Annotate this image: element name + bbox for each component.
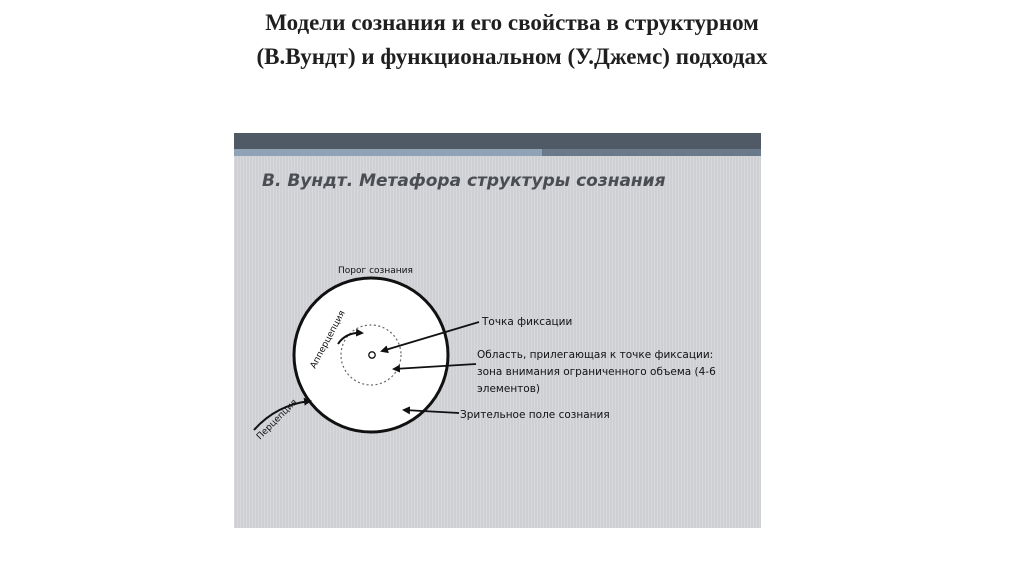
wundt-consciousness-diagram — [234, 133, 761, 528]
page-title — [0, 6, 1024, 74]
attention-zone-label-line-1: Область, прилегающая к точке фиксации: — [477, 349, 714, 361]
visual-field-label: Зрительное поле сознания — [460, 409, 610, 421]
perception-label: Перцепция — [255, 397, 300, 443]
slide-title: В. Вундт. Метафора структуры сознания — [262, 171, 666, 191]
fixation-point-label: Точка фиксации — [482, 316, 573, 328]
slide-image — [234, 133, 761, 528]
attention-zone-label-line-3: элементов) — [477, 383, 541, 395]
attention-zone-label-line-2: зона внимания ограниченного объема (4-6 — [477, 366, 716, 378]
apperception-label: Апперцепция — [308, 309, 348, 371]
page-title-line-2: (В.Вундт) и функциональном (У.Джемс) подходах — [256, 44, 768, 69]
threshold-label: Порог сознания — [338, 266, 413, 276]
page-title-line-1: Модели сознания и его свойства в структурном — [265, 10, 759, 35]
fixation-point — [369, 352, 375, 358]
